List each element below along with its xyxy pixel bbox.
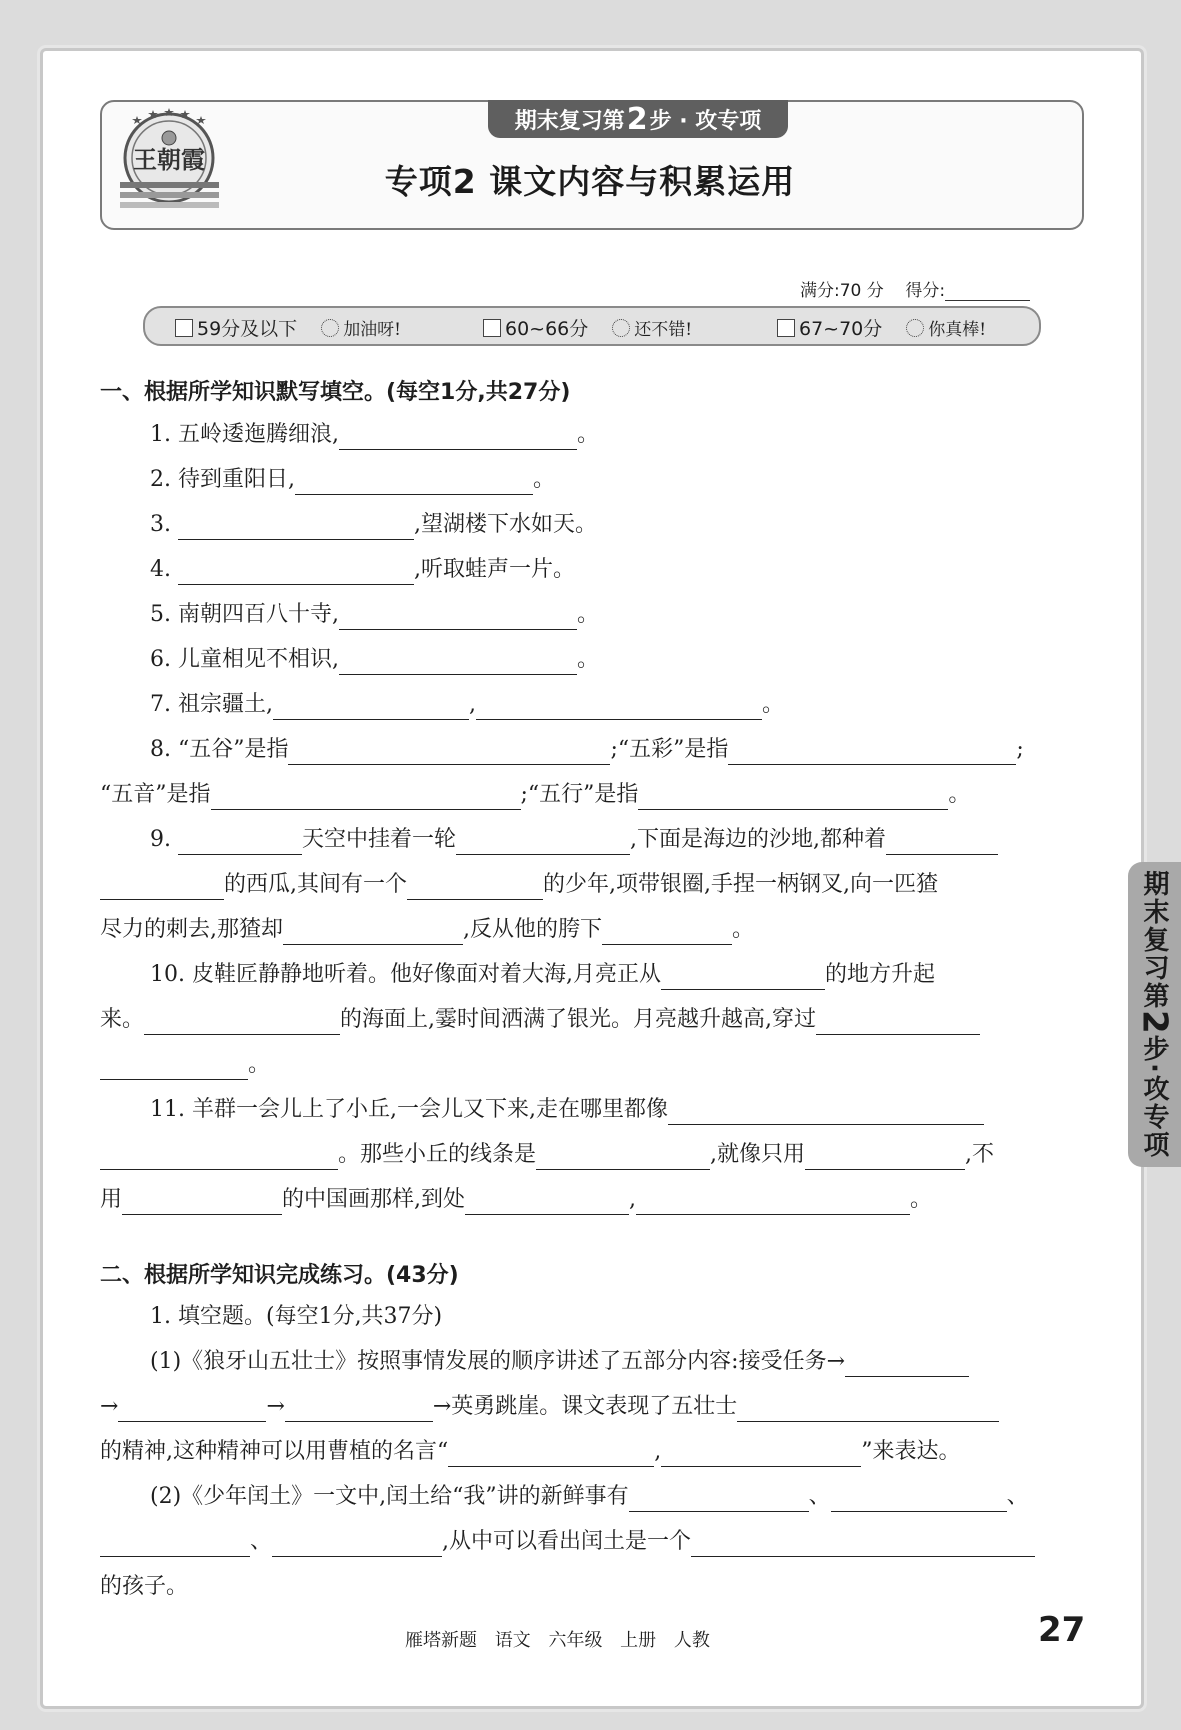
part-1-cont: → → →英勇跳崖。课文表现了五壮士	[100, 1392, 999, 1422]
answer-blank[interactable]	[118, 1395, 266, 1422]
answer-blank[interactable]	[288, 738, 610, 765]
q9-text: 的少年,项带银圈,手捏一柄钢叉,向一匹猹	[543, 872, 938, 897]
answer-blank[interactable]	[178, 513, 414, 540]
q9-number: 9.	[150, 827, 171, 852]
q11-text: ,就像只用	[710, 1142, 806, 1167]
answer-blank[interactable]	[668, 1098, 984, 1125]
question-1: 1. 五岭逶迤腾细浪, 。	[150, 420, 599, 450]
q8-text: 8. “五谷”是指	[150, 737, 289, 762]
score-line	[800, 276, 1030, 301]
question-7: 7. 祖宗疆土, , 。	[150, 690, 784, 720]
q11-text: 的中国画那样,到处	[282, 1187, 466, 1212]
answer-blank[interactable]	[661, 1440, 861, 1467]
q1-text: 1. 五岭逶迤腾细浪,	[150, 422, 339, 447]
footer-text: 雁塔新题 语文 六年级 上册 人教	[405, 1630, 710, 1651]
answer-blank[interactable]	[602, 918, 732, 945]
rating-item[interactable]	[175, 314, 401, 341]
question-11	[150, 1095, 984, 1125]
q4-text: ,听取蛙声一片。	[414, 557, 575, 582]
question-6: 6. 儿童相见不相识, 。	[150, 645, 599, 675]
q11-text: 用	[100, 1187, 123, 1212]
p2-text: 的孩子。	[100, 1574, 189, 1599]
banner-suffix: 步 · 攻专项	[649, 108, 762, 134]
q3-number: 3.	[150, 512, 171, 537]
rating-range: 59分及以下	[197, 318, 298, 340]
answer-blank[interactable]	[636, 1188, 910, 1215]
answer-blank[interactable]	[339, 423, 577, 450]
section1-heading: 一、根据所学知识默写填空。(每空1分,共27分)	[100, 380, 571, 405]
checkbox-icon[interactable]	[777, 319, 795, 337]
answer-blank[interactable]	[805, 1143, 965, 1170]
question-10-cont: 。	[100, 1050, 270, 1080]
answer-blank[interactable]	[845, 1350, 969, 1377]
q8-text: ;“五行”是指	[520, 782, 639, 807]
answer-blank[interactable]	[122, 1188, 282, 1215]
answer-blank[interactable]	[100, 873, 224, 900]
answer-blank[interactable]	[638, 783, 948, 810]
rating-range: 67~70分	[799, 318, 883, 340]
answer-blank[interactable]	[737, 1395, 999, 1422]
rating-item[interactable]	[777, 314, 986, 341]
answer-blank[interactable]	[100, 1143, 338, 1170]
answer-blank[interactable]	[886, 828, 998, 855]
part-2-cont	[100, 1572, 188, 1602]
question-5: 5. 南朝四百八十寺, 。	[150, 600, 599, 630]
smiley-icon	[612, 319, 630, 337]
sub1-text: 1. 填空题。(每空1分,共37分)	[150, 1304, 443, 1329]
answer-blank[interactable]	[339, 603, 577, 630]
rating-bar	[143, 306, 1041, 346]
answer-blank[interactable]	[273, 693, 469, 720]
answer-blank[interactable]	[100, 1053, 248, 1080]
side-tab-prefix: 期末复习第	[1139, 869, 1169, 1010]
answer-blank[interactable]	[728, 738, 1016, 765]
answer-blank[interactable]	[831, 1485, 1007, 1512]
q3-text: ,望湖楼下水如天。	[414, 512, 597, 537]
rating-cheer: 你真棒!	[928, 320, 987, 340]
q8-text: ;“五彩”是指	[610, 737, 729, 762]
question-10-cont	[100, 1005, 980, 1035]
q9-text: ,下面是海边的沙地,都种着	[630, 827, 887, 852]
question-9-cont: 尽力的刺去,那猹却 ,反从他的胯下 。	[100, 915, 754, 945]
part-2: (2)《少年闰土》一文中,闰土给“我”讲的新鲜事有 、 、	[150, 1482, 1029, 1512]
answer-blank[interactable]	[100, 1530, 250, 1557]
answer-blank[interactable]	[211, 783, 521, 810]
question-8: 8. “五谷”是指 ;“五彩”是指 ;	[150, 735, 1024, 765]
answer-blank[interactable]	[407, 873, 543, 900]
p1-text: (1)《狼牙山五壮士》按照事情发展的顺序讲述了五部分内容:接受任务→	[150, 1349, 846, 1374]
step-banner	[488, 100, 788, 138]
q9-text: ,反从他的胯下	[463, 917, 602, 942]
side-tab-suffix: 步·攻专项	[1139, 1035, 1169, 1160]
part-1-cont: 的精神,这种精神可以用曹植的名言“ , ”来表达。	[100, 1437, 961, 1467]
answer-blank[interactable]	[476, 693, 762, 720]
q6-text: 6. 儿童相见不相识,	[150, 647, 339, 672]
question-10	[150, 960, 935, 990]
question-9-cont	[100, 870, 938, 900]
answer-blank[interactable]	[448, 1440, 654, 1467]
q11-text: 11. 羊群一会儿上了小丘,一会儿又下来,走在哪里都像	[150, 1097, 668, 1122]
smiley-icon	[321, 319, 339, 337]
full-score: 满分:70 分	[800, 281, 884, 301]
rating-range: 60~66分	[505, 318, 589, 340]
banner-prefix: 期末复习第	[514, 108, 625, 134]
q7-text: 7. 祖宗疆土,	[150, 692, 273, 717]
p1-text: →英勇跳崖。课文表现了五壮士	[432, 1394, 738, 1419]
question-11-cont: 用 的中国画那样,到处 , 。	[100, 1185, 932, 1215]
checkbox-icon[interactable]	[175, 319, 193, 337]
q10-text: 来。	[100, 1007, 145, 1032]
checkbox-icon[interactable]	[483, 319, 501, 337]
rating-cheer: 加油呀!	[343, 320, 402, 340]
answer-blank[interactable]	[295, 468, 533, 495]
p2-text: ,从中可以看出闰土是一个	[442, 1529, 692, 1554]
answer-blank[interactable]	[816, 1008, 980, 1035]
side-tab[interactable]	[1128, 862, 1181, 1167]
banner-step-number: 2	[626, 101, 648, 137]
q4-number: 4.	[150, 557, 171, 582]
rating-cheer: 还不错!	[634, 320, 693, 340]
q9-text: 尽力的刺去,那猹却	[100, 917, 283, 942]
answer-blank[interactable]	[144, 1008, 340, 1035]
answer-blank[interactable]	[661, 963, 825, 990]
answer-blank[interactable]	[178, 828, 302, 855]
answer-blank[interactable]	[691, 1530, 1035, 1557]
answer-blank[interactable]	[629, 1485, 809, 1512]
subquestion-1	[150, 1302, 442, 1332]
q11-text: ,不	[965, 1142, 995, 1167]
q8-text: “五音”是指	[100, 782, 211, 807]
logo-text: 王朝霞	[133, 145, 205, 174]
answer-blank[interactable]	[285, 1395, 433, 1422]
page-title: 专项2 课文内容与积累运用	[384, 162, 796, 201]
p1-text: 的精神,这种精神可以用曹植的名言“	[100, 1439, 449, 1464]
page-number: 27	[1038, 1610, 1086, 1650]
p1-text: ”来表达。	[861, 1439, 961, 1464]
score-blank[interactable]	[945, 282, 1030, 301]
q10-text: 10. 皮鞋匠静静地听着。他好像面对着大海,月亮正从	[150, 962, 661, 987]
brand-logo	[112, 108, 227, 216]
question-8-cont: “五音”是指 ;“五行”是指 。	[100, 780, 970, 810]
answer-blank[interactable]	[178, 558, 414, 585]
section2-heading: 二、根据所学知识完成练习。(43分)	[100, 1263, 459, 1288]
question-4	[150, 555, 575, 585]
q5-text: 5. 南朝四百八十寺,	[150, 602, 339, 627]
question-2: 2. 待到重阳日, 。	[150, 465, 555, 495]
side-tab-number: 2	[1134, 1009, 1175, 1036]
q2-text: 2. 待到重阳日,	[150, 467, 295, 492]
q10-text: 的海面上,霎时间洒满了银光。月亮越升越高,穿过	[340, 1007, 817, 1032]
question-11-cont	[100, 1140, 994, 1170]
q11-text: 。那些小丘的线条是	[338, 1142, 537, 1167]
answer-blank[interactable]	[465, 1188, 629, 1215]
rating-item[interactable]	[483, 314, 692, 341]
part-2-cont: 、 ,从中可以看出闰土是一个	[100, 1527, 1035, 1557]
part-1	[150, 1347, 969, 1377]
q9-text: 的西瓜,其间有一个	[224, 872, 407, 897]
answer-blank[interactable]	[339, 648, 577, 675]
score-label: 得分:	[905, 281, 946, 301]
q9-text: 天空中挂着一轮	[302, 827, 457, 852]
answer-blank[interactable]	[283, 918, 463, 945]
answer-blank[interactable]	[456, 828, 630, 855]
p2-text: (2)《少年闰土》一文中,闰土给“我”讲的新鲜事有	[150, 1484, 629, 1509]
question-3	[150, 510, 597, 540]
question-9	[150, 825, 998, 855]
answer-blank[interactable]	[272, 1530, 442, 1557]
q10-text: 的地方升起	[824, 962, 935, 987]
smiley-icon	[906, 319, 924, 337]
answer-blank[interactable]	[536, 1143, 710, 1170]
